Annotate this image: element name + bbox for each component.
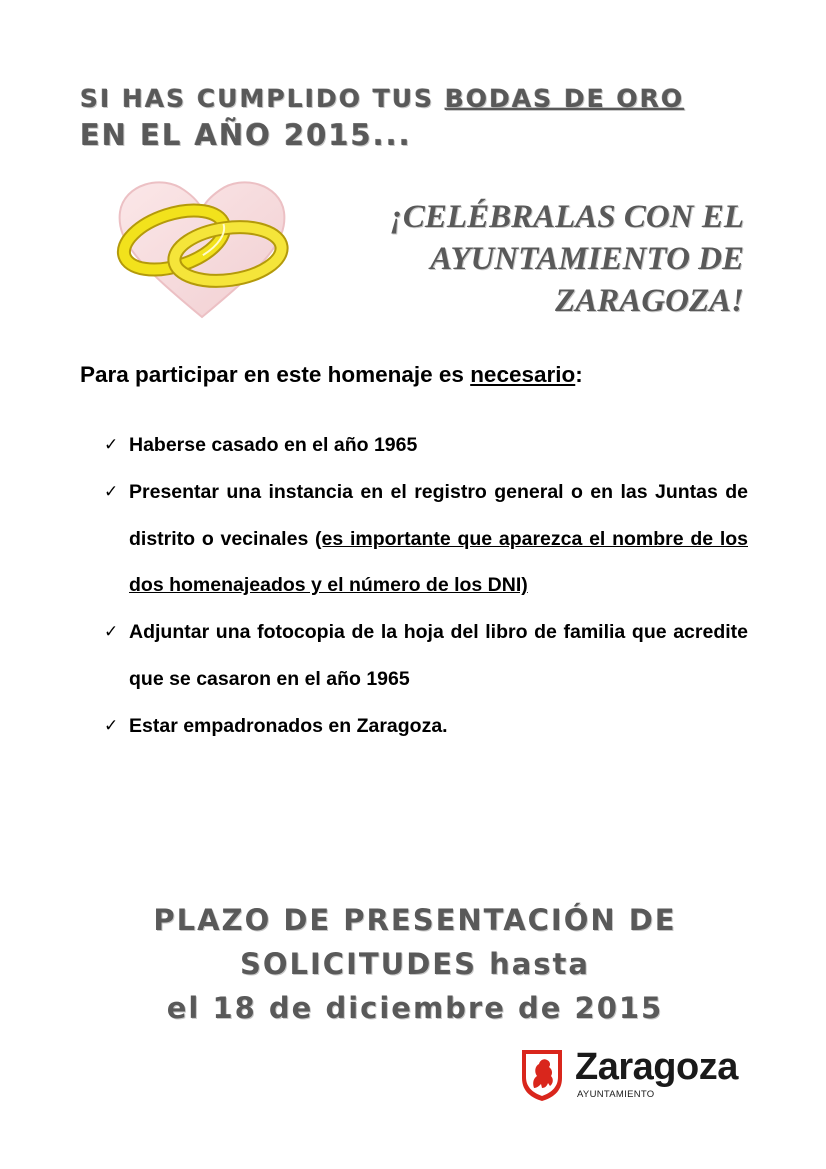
requirement-1-text: Haberse casado en el año 1965 <box>129 434 418 456</box>
requirement-4-text: Estar empadronados en Zaragoza. <box>129 714 448 737</box>
logo-name: Zaragoza <box>575 1046 738 1088</box>
list-item <box>104 609 748 703</box>
header-line-1 <box>80 84 684 113</box>
checkmark-icon: ✓ <box>104 481 119 502</box>
requirements-list <box>104 422 748 750</box>
list-item <box>104 703 748 750</box>
list-item <box>104 422 748 469</box>
header-line-1-prefix: SI HAS CUMPLIDO TUS <box>80 84 445 113</box>
celebrate-line-1: ¡CELÉBRALAS CON EL <box>390 199 744 235</box>
deadline-line-3: el 18 de diciembre de 2015 <box>166 991 664 1025</box>
checkmark-icon: ✓ <box>104 622 119 643</box>
header-line-2: EN EL AÑO 2015... <box>80 118 412 152</box>
celebrate-line-3: ZARAGOZA! <box>555 283 744 319</box>
logo-subtitle: AYUNTAMIENTO <box>577 1089 655 1100</box>
intro-text-main: Para participar en este homenaje es <box>80 362 471 387</box>
lion-crest-icon <box>520 1048 564 1102</box>
heart-with-rings-icon <box>112 172 292 322</box>
checkmark-icon: ✓ <box>104 435 119 455</box>
intro-text <box>80 362 583 388</box>
celebrate-line-2: AYUNTAMIENTO DE <box>430 241 744 277</box>
checkmark-icon: ✓ <box>104 715 119 736</box>
intro-text-suffix: : <box>575 362 583 387</box>
requirement-2-underlined: (es importante que aparezca el nombre de los dos homenajeados y el número de los DNI) <box>129 527 748 597</box>
requirement-2-text: Presentar una instancia en el registro general o en las Juntas de distrito o vecinales <box>129 480 748 550</box>
header-line-1-underlined: BODAS DE ORO <box>444 84 685 113</box>
requirement-3-text: Adjuntar una fotocopia de la hoja del libro de familia que acredite que se casaron en el año 1965 <box>129 621 748 690</box>
intro-text-underlined: necesario <box>470 362 576 387</box>
list-item <box>104 469 748 609</box>
deadline-notice <box>110 898 720 1030</box>
zaragoza-logo <box>520 1046 750 1106</box>
deadline-line-2: SOLICITUDES hasta <box>240 947 590 981</box>
celebrate-message <box>304 196 744 322</box>
deadline-line-1: PLAZO DE PRESENTACIÓN DE <box>153 903 677 937</box>
